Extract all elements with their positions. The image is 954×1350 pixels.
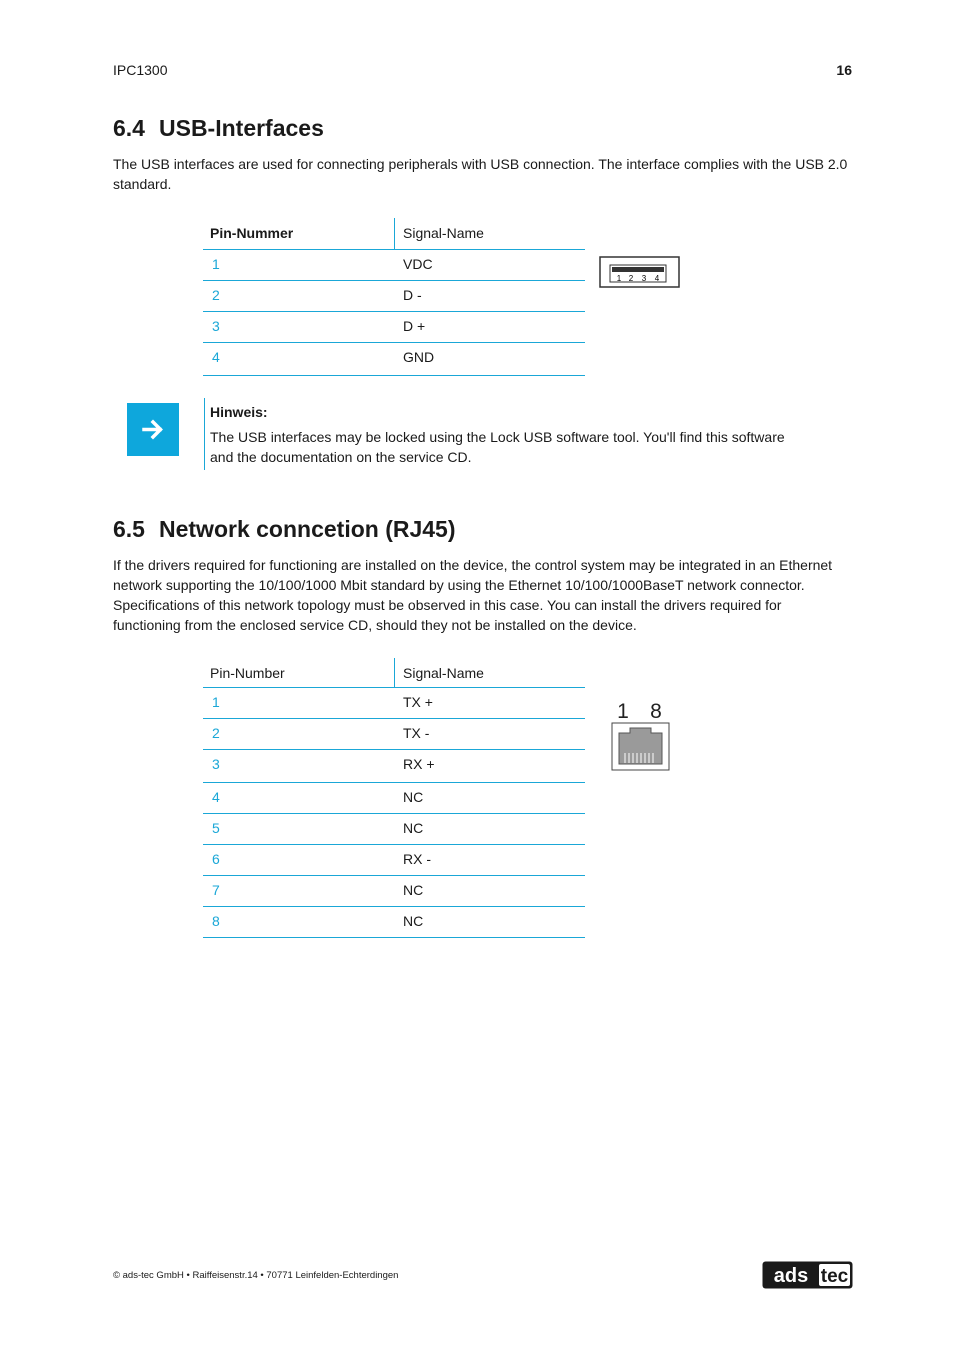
pin-number: 3 [212,756,220,772]
note-divider [204,398,205,470]
signal-name: D - [403,287,422,303]
usb-pin-label: 3 [641,274,647,283]
pin-number: 2 [212,287,220,303]
usb-pin-label: 1 [616,274,622,283]
section-title: USB-Interfaces [159,115,324,141]
page-number: 16 [836,62,852,78]
document-title: IPC1300 [113,62,168,78]
table-row [203,312,585,343]
table-row [203,907,585,938]
signal-name: NC [403,913,424,929]
signal-name: TX + [403,694,433,710]
rj45-pin-label: 1 [617,700,629,723]
table-row [203,845,585,876]
column-header-pin: Pin-Nummer [210,225,294,241]
footer-address: © ads-tec GmbH • Raiffeisenstr.14 • 70771 Leinfelden-Echterdingen [113,1270,399,1281]
usb-pin-label: 4 [654,274,660,283]
pin-number: 4 [212,789,220,805]
pin-number: 4 [212,349,220,365]
pin-number: 7 [212,882,220,898]
usb-contact-strip [612,267,664,272]
usb-pin-label: 2 [628,274,634,283]
table-row [203,783,585,814]
table-row [203,719,585,750]
pin-number: 1 [212,694,220,710]
column-divider [394,218,395,249]
section-heading-usb [113,115,324,142]
signal-name: NC [403,882,424,898]
signal-name: NC [403,789,424,805]
section-number: 6.4 [113,115,145,141]
logo-text-ads: ads [773,1265,809,1287]
section-heading-network [113,516,456,543]
arrow-right-icon [127,403,179,456]
pin-number: 3 [212,318,220,334]
pin-number: 8 [212,913,220,929]
pin-number: 6 [212,851,220,867]
rj45-pin-label: 8 [650,700,662,723]
table-row [203,814,585,845]
usb-intro-paragraph: The USB interfaces are used for connecting peripherals with USB connection. The interface complies with the USB 2.0 standard. [113,156,848,192]
note-title: Hinweis: [210,404,268,420]
signal-name: VDC [403,256,433,272]
note-box [127,403,179,456]
column-header-signal: Signal-Name [403,225,484,241]
signal-name: NC [403,820,424,836]
column-header-signal: Signal-Name [403,665,484,681]
signal-name: RX + [403,756,435,772]
pin-number: 2 [212,725,220,741]
table-row [203,281,585,312]
pin-number: 5 [212,820,220,836]
table-row [203,250,585,281]
logo-text-tec: tec [820,1266,849,1287]
column-header-pin: Pin-Number [210,665,285,681]
section-number: 6.5 [113,516,145,542]
signal-name: TX - [403,725,430,741]
column-divider [394,658,395,687]
ads-tec-logo [762,1261,853,1289]
usb-pin-table [203,218,585,376]
signal-name: RX - [403,851,431,867]
pin-number: 1 [212,256,220,272]
section-title: Network conncetion (RJ45) [159,516,456,542]
table-row [203,343,585,376]
rj45-connector-diagram [610,697,672,773]
table-header [203,658,585,688]
table-row [203,876,585,907]
usb-connector-diagram [599,256,681,289]
note-text: The USB interfaces may be locked using the Lock USB software tool. You'll find this software and the documentation on the service CD. [210,429,785,465]
signal-name: D + [403,318,426,334]
signal-name: GND [403,349,435,365]
table-header [203,218,585,250]
table-row [203,750,585,783]
table-row [203,688,585,719]
network-intro-paragraph: If the drivers required for functioning are installed on the device, the control system may be integrated in an Ethernet network supporting the 10/100/1000 Mbit standard by using the Ethernet 10/100/1000BaseT network connector. Specifications of this network topology must be observed in this case. You can install the drivers required for functioning from the enclosed service CD, should they not be installed on the device. [113,557,833,633]
rj45-pin-table [203,658,585,938]
